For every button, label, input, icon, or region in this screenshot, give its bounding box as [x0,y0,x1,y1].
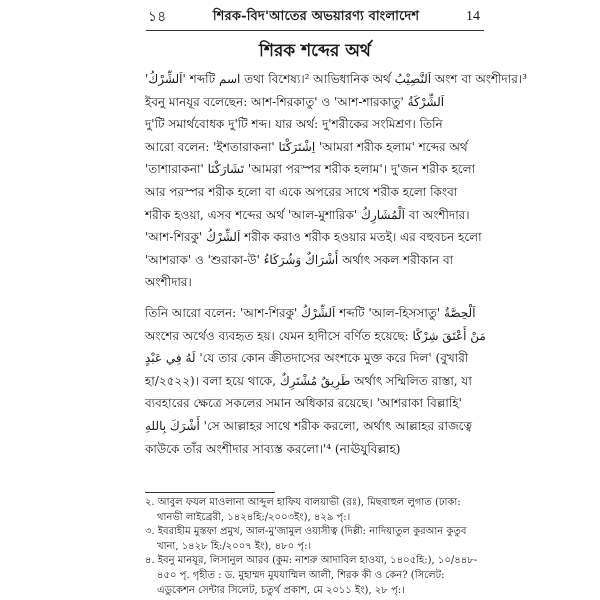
section-title: শিরক শব্দের অর্থ [259,41,371,61]
body-line: أَشْرَكَ بِاللهِ 'সে আল্লাহর সাথে শরীক করলো, অর্থাৎ আল্লাহর রাজত্বে [145,418,473,433]
book-title: শিরক-বিদ'আতের অভয়ারণ্য বাংলাদেশ [212,8,420,24]
footnote-line: এডুকেশন সেন্টার সিলেট, চতুর্থ প্রকাশ, মে ২০১১ ইং), ২৮ পৃ:। [157,584,405,596]
body-line: لَهُ فِي عَبْدٍ 'যে তার কোন ক্রীতদাসের অংশকে মুক্ত করে দিল' (বুখারী [145,351,469,366]
body-line: 'তাশারাকনা' تَشَارَكْنَا 'আমরা পরস্পর শরীক হলাম'। দু'জন শরীক হলো [145,162,476,177]
page-number: 14 [466,9,480,24]
body-line: তিনি আরো বলেন: 'আশ-শিরকু' اَلشِّرْكُ শব্দটি 'আল-হিসসাতু' اَلْحِصَّةُ [145,305,476,320]
footnote-line: খানা, ১৪২৮ হি:/২০০৭ ইং), ৪৮০ পৃ:। [157,540,312,552]
body-line: অংশীদার। [145,275,192,290]
body-line: ব্যবহারের ক্ষেত্রে সকলের সমান অধিকার রয়েছে। 'আশরাকা বিল্লাহি' [145,396,462,411]
footnote-rule [145,492,275,493]
footnote-line: থানভী লাইব্রেরী, ১৪২৪হি:/২০০৩ইং), ৪২৯ পৃ:। [157,511,351,523]
footnote-line: ৪. ইবনু মানযূর, লিসানুল আরব (কুম: নাশরু আদাবিল হাওযা, ১৪০৫হি:), ১০/৪৪৮- [145,555,478,567]
paragraph-gap [145,294,487,302]
body-line: অংশের অর্থেও ব্যবহৃত হয়। যেমন হাদীসে বর্ণিত হয়েছে: مَنْ أَعْتَقَ شِرْكًا [145,328,486,343]
body-line: 'اَلشِّرْكُ' শব্দটি اسم তথা বিশেষ্য।² আভিধানিক অর্থ اَلنَّصِيْبُ অংশ বা অংশীদার।³ [145,72,527,86]
body-line: আরো বলেন: 'ইশতারাকনা' اِشْتَرَكْنَا 'আমরা শরীক হলাম' শব্দের অর্থ [145,139,468,154]
page-number-bengali: ১৪ [148,9,167,25]
body-line: আর পরস্পর শরীক হলো বা একে অপরের সাথে শরীক হলো কিংবা [145,184,458,199]
footnote-line: ৪৫০ পৃ. গৃহীত : ড. মুহাম্মদ মুযযাম্মিল আলী, শিরক কী ও কেন? (সিলেট: [157,569,445,581]
footnote-line: ২. আবুল ফযল মাওলানা আব্দুল হাফিয বালয়াভী (রঃ), মিছবাহুল লুগাত (ঢাকা: [145,497,461,508]
header-rule [146,30,484,31]
body-line: হা/২৫২২)। বলা হয়ে থাকে, طَرِيقٌ مُشْتَرِكٌ অর্থাৎ সম্মিলিত রাস্তা, যা [145,373,472,388]
running-header [148,6,480,28]
body-line: 'আশ-শিরকু' اَلشِّرْكُ শরীক করাও শরীক হওয়ার মতই। এর বহুবচন হলো [145,230,482,245]
footnotes [145,496,487,598]
body-line: শরীক হওয়া, এসব শব্দের অর্থ 'আল-মুশারিক' اَلْمُشَارِكُ বা অংশীদার। [145,207,470,222]
body-line: দু'টি সমার্থবোধক দু'টি শব্দ। যার অর্থ: দু'শরীকের সংমিশ্রণ। তিনি [145,117,443,132]
body-line: 'আশরাক' ও 'শুরাকা-উ' أَشْرَاكٌ وَشُرَكَاءُ অর্থাৎ সকল শরীকান বা [145,252,454,267]
body-text [145,68,527,460]
body-line: কাউকে তাঁর অংশীদার সাব্যস্ত করলো।'⁴ (নাঊযুবিল্লাহ) [145,441,401,456]
footnote-line: ৩. ইবরাহীম মুস্তফা প্রমুখ, আল-মু'জামুল ওয়াসীত্ব (দিল্লী: নাদিয়াতুল কুরআন কুতুব [145,526,467,538]
body-line: ইবনু মানযূর বলেছেন: আশ-শিরকাতু' ও 'আশ-শারকাতু' اَلشِّرْكَةُ [145,94,445,109]
